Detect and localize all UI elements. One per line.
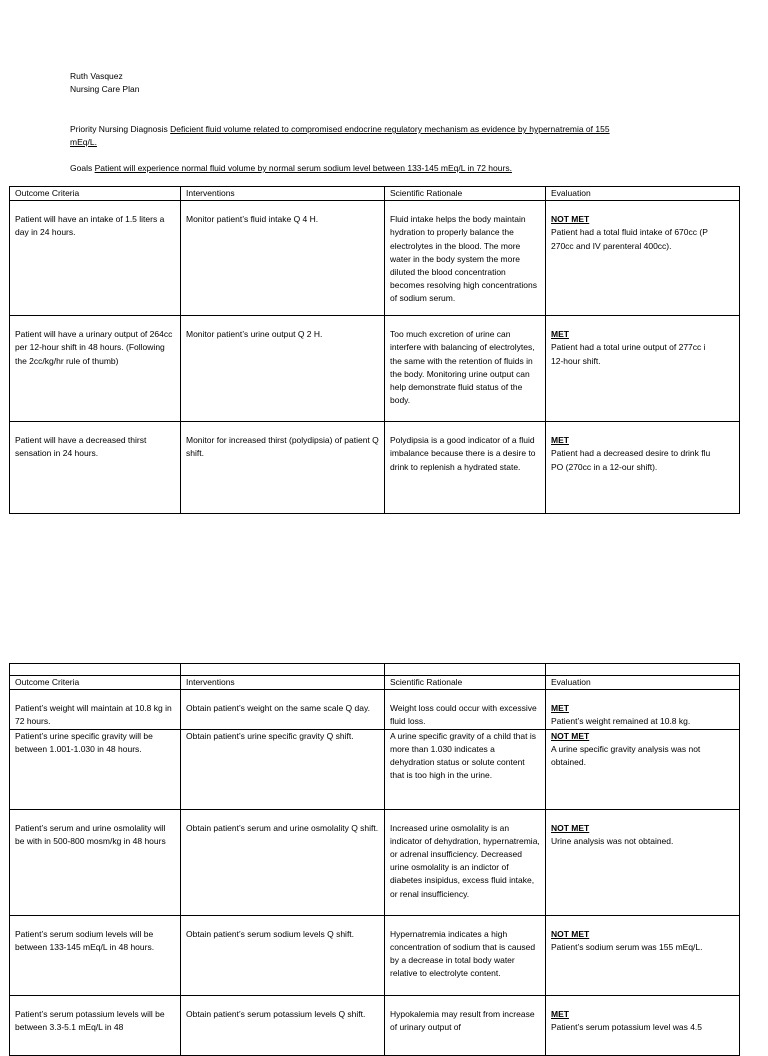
outcome-cell: Patient’s weight will maintain at 10.8 kg in 72 hours. [10,690,181,729]
status-badge: MET [551,329,569,340]
header-evaluation: Evaluation [546,187,740,201]
table-row [10,729,740,809]
goals-line [70,162,512,175]
outcome-cell: Patient’s urine specific gravity will be between 1.001-1.030 in 48 hours. [10,729,181,809]
rationale-cell: A urine specific gravity of a child that is more than 1.030 indicates a dehydration status or solute content that is too high in the urine. [385,729,546,809]
outcome-cell: Patient will have a urinary output of 264cc per 12-hour shift in 48 hours. (Following the 2cc/kg/hr rule of thumb) [10,316,181,422]
rationale-cell: Increased urine osmolality is an indicator of dehydration, hypernatremia, or adrenal insufficiency. Decreased urine osmolality is an indictor of diabetes insipidus, excess fluid intake, or renal insufficiency. [385,809,546,915]
evaluation-cell: NOT MET A urine specific gravity analysis was not obtained. [546,729,740,809]
header-scientific-rationale: Scientific Rationale [385,187,546,201]
table-header-row [10,676,740,690]
table-row [10,316,740,422]
evaluation-cell: MET Patient had a decreased desire to drink flu PO (270cc in a 12-our shift). [546,422,740,514]
evaluation-cell: MET Patient’s serum potassium level was 4.5 [546,995,740,1055]
status-badge: MET [551,1008,569,1019]
outcome-cell: Patient will have a decreased thirst sensation in 24 hours. [10,422,181,514]
rationale-cell: Polydipsia is a good indicator of a fluid imbalance because there is a desire to drink to replenish a hydrated state. [385,422,546,514]
evaluation-cell: MET Patient’s weight remained at 10.8 kg. [546,690,740,729]
outcome-cell: Patient’s serum potassium levels will be between 3.3-5.1 mEq/L in 48 [10,995,181,1055]
intervention-cell: Monitor patient’s urine output Q 2 H. [181,316,385,422]
goals-text: Patient will experience normal fluid volume by normal serum sodium level between 133-145 mEq/L in 72 hours. [94,163,512,173]
diagnosis-text: Deficient fluid volume related to compromised endocrine regulatory mechanism as evidence by hypernatremia of 155 [170,124,610,134]
header-outcome-criteria: Outcome Criteria [10,676,181,690]
care-plan-table-1 [9,186,740,514]
status-badge: NOT MET [551,730,590,741]
goals-label: Goals [70,163,93,173]
intervention-cell: Obtain patient’s weight on the same scale Q day. [181,690,385,729]
rationale-cell: Hypokalemia may result from increase of urinary output of [385,995,546,1055]
rationale-cell: Fluid intake helps the body maintain hydration to properly balance the electrolytes in the blood. The more water in the body system the more diluted the blood concentration becomes resolving high concentrations of sodium serum. [385,201,546,316]
header-outcome-criteria: Outcome Criteria [10,187,181,201]
diagnosis-text-continued: mEq/L. [70,137,97,147]
table-row [10,809,740,915]
status-badge: NOT MET [551,822,590,833]
evaluation-cell: MET Patient had a total urine output of 277cc i 12-hour shift. [546,316,740,422]
status-badge: MET [551,703,569,714]
patient-name: Ruth Vasquez [70,71,123,81]
header-evaluation: Evaluation [546,676,740,690]
intervention-cell: Monitor for increased thirst (polydipsia) of patient Q shift. [181,422,385,514]
status-badge: MET [551,435,569,446]
rationale-cell: Weight loss could occur with excessive fluid loss. [385,690,546,729]
intervention-cell: Obtain patient’s serum sodium levels Q shift. [181,915,385,995]
intervention-cell: Obtain patient’s serum and urine osmolality Q shift. [181,809,385,915]
intervention-cell: Monitor patient’s fluid intake Q 4 H. [181,201,385,316]
header-scientific-rationale: Scientific Rationale [385,676,546,690]
rationale-cell: Hypernatremia indicates a high concentration of sodium that is caused by a decrease in total body water relative to electrolyte content. [385,915,546,995]
blank-row [10,664,740,676]
outcome-cell: Patient’s serum and urine osmolality will be with in 500-800 mosm/kg in 48 hours [10,809,181,915]
intervention-cell: Obtain patient’s serum potassium levels Q shift. [181,995,385,1055]
outcome-cell: Patient will have an intake of 1.5 liters a day in 24 hours. [10,201,181,316]
header-interventions: Interventions [181,187,385,201]
document-title: Nursing Care Plan [70,84,140,94]
rationale-cell: Too much excretion of urine can interfere with balancing of electrolytes, the same with the retention of fluids in the body. Monitoring urine output can help demonstrate fluid status of the body. [385,316,546,422]
evaluation-cell: NOT MET Patient’s sodium serum was 155 mEq/L. [546,915,740,995]
table-row [10,915,740,995]
priority-diagnosis-line [70,123,610,136]
evaluation-cell: NOT MET Patient had a total fluid intake of 670cc (P 270cc and IV parenteral 400cc). [546,201,740,316]
table-row [10,201,740,316]
table-row [10,690,740,729]
outcome-cell: Patient’s serum sodium levels will be between 133-145 mEq/L in 48 hours. [10,915,181,995]
care-plan-table-2 [9,663,740,1056]
table-row [10,995,740,1055]
header-interventions: Interventions [181,676,385,690]
intervention-cell: Obtain patient’s urine specific gravity Q shift. [181,729,385,809]
evaluation-cell: NOT MET Urine analysis was not obtained. [546,809,740,915]
status-badge: NOT MET [551,214,590,225]
status-badge: NOT MET [551,928,590,939]
table-row [10,422,740,514]
diagnosis-label: Priority Nursing Diagnosis [70,124,168,134]
table-header-row [10,187,740,201]
